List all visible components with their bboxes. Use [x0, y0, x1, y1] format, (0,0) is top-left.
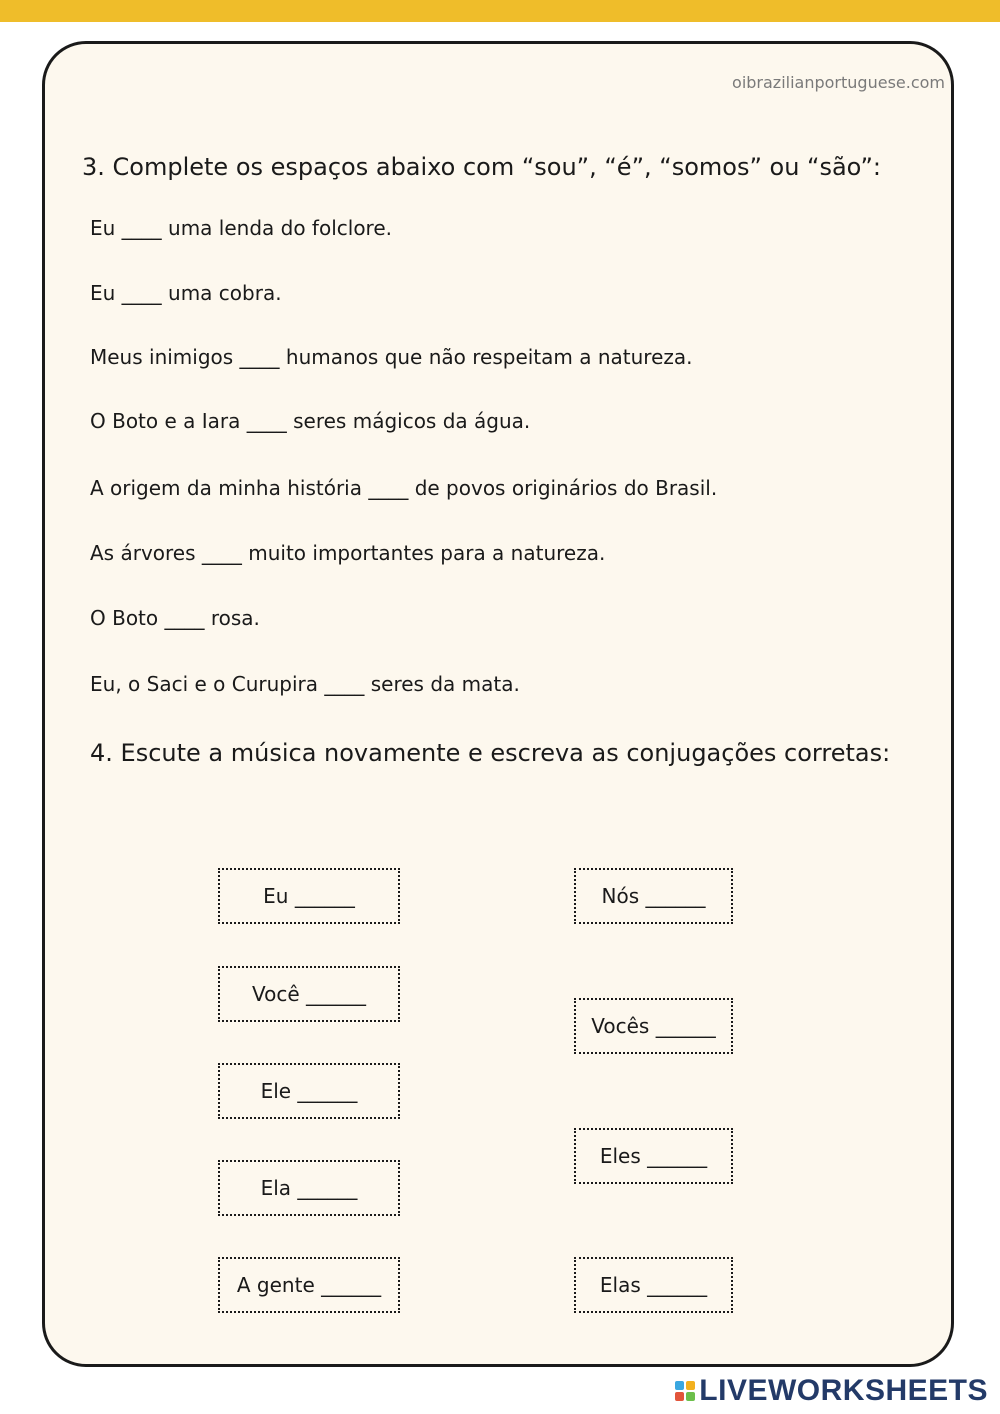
top-accent-bar [0, 0, 1000, 22]
logo-square-2 [686, 1381, 695, 1390]
logo-square-3 [675, 1392, 684, 1401]
sentence-4: O Boto e a Iara ____ seres mágicos da água. [90, 409, 531, 433]
site-url: oibrazilianportuguese.com [732, 73, 945, 92]
conjugation-box-ele[interactable]: Ele ______ [218, 1063, 400, 1119]
conjugation-box-voces[interactable]: Vocês ______ [574, 998, 733, 1054]
conjugation-box-elas[interactable]: Elas ______ [574, 1257, 733, 1313]
liveworksheets-logo[interactable] [675, 1374, 988, 1408]
conjugation-box-a-gente[interactable]: A gente ______ [218, 1257, 400, 1313]
sentence-5: A origem da minha história ____ de povos originários do Brasil. [90, 476, 718, 500]
exercise-3-title: 3. Complete os espaços abaixo com “sou”, “é”, “somos” ou “são”: [82, 153, 882, 181]
sentence-3: Meus inimigos ____ humanos que não respeitam a natureza. [90, 345, 693, 369]
sentence-2: Eu ____ uma cobra. [90, 281, 282, 305]
liveworksheets-logo-icon [675, 1381, 695, 1401]
logo-square-1 [675, 1381, 684, 1390]
conjugation-box-voce[interactable]: Você ______ [218, 966, 400, 1022]
conjugation-box-ela[interactable]: Ela ______ [218, 1160, 400, 1216]
liveworksheets-logo-text: LIVEWORKSHEETS [699, 1374, 988, 1407]
conjugation-box-eles[interactable]: Eles ______ [574, 1128, 733, 1184]
exercise-4-title: 4. Escute a música novamente e escreva as conjugações corretas: [90, 739, 891, 767]
sentence-6: As árvores ____ muito importantes para a natureza. [90, 541, 606, 565]
sentence-8: Eu, o Saci e o Curupira ____ seres da mata. [90, 672, 520, 696]
conjugation-box-nos[interactable]: Nós ______ [574, 868, 733, 924]
sentence-7: O Boto ____ rosa. [90, 606, 260, 630]
logo-square-4 [686, 1392, 695, 1401]
sentence-1: Eu ____ uma lenda do folclore. [90, 216, 393, 240]
conjugation-box-eu[interactable]: Eu ______ [218, 868, 400, 924]
